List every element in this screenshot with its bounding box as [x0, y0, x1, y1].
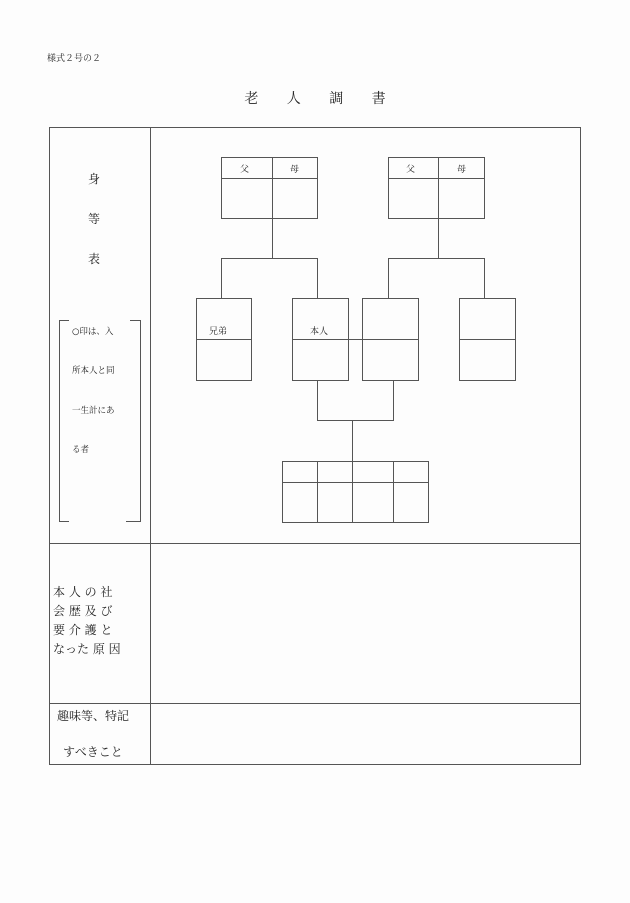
left-sibling-connector [221, 258, 318, 259]
left-father-label: 父 [240, 165, 250, 175]
family-label-char-2: 等 [88, 212, 101, 226]
table-border-right [580, 127, 581, 765]
bracket-left-top [59, 320, 69, 321]
right-connector-down-1 [388, 258, 389, 299]
children-down-connector [352, 420, 353, 462]
hobbies-label-1: 趣味等、特記 [57, 709, 130, 723]
left-connector-down-1 [221, 258, 222, 299]
children-connector [317, 420, 394, 421]
children-divider-3 [393, 461, 394, 523]
row-divider-1 [49, 543, 581, 544]
family-label-char-3: 表 [88, 252, 101, 266]
children-divider-2 [352, 461, 353, 523]
hobbies-label-2: すべきこと [63, 745, 123, 759]
family-label-char-1: 身 [88, 172, 101, 186]
history-label-3: 要 介 護 と [53, 623, 113, 637]
right-parents-box[interactable] [388, 157, 485, 219]
bracket-left-bottom [59, 521, 69, 522]
right-sibling-connector [388, 258, 485, 259]
left-parents-header-line [221, 178, 318, 179]
note-line-1: ○印は、入 [72, 327, 114, 337]
table-border-top [49, 127, 581, 128]
right-parents-header-line [388, 178, 485, 179]
history-label-1: 本 人 の 社 [53, 585, 113, 599]
table-border-left [49, 127, 50, 765]
spouse-sibling-divider [459, 339, 516, 340]
children-header-line [282, 482, 429, 483]
history-field[interactable] [152, 545, 579, 702]
left-mother-label: 母 [290, 165, 300, 175]
bracket-right-top [130, 320, 140, 321]
note-line-2: 所本人と同 [72, 366, 115, 376]
bracket-right-bottom [126, 521, 140, 522]
siblings-box-divider [196, 339, 252, 340]
left-connector-down-2 [317, 258, 318, 299]
children-divider-1 [317, 461, 318, 523]
spouse-box[interactable] [362, 298, 419, 381]
self-down-connector [317, 380, 318, 421]
history-label-4: なった 原 因 [53, 642, 121, 656]
form-number: 様式２号の２ [47, 54, 102, 64]
right-father-label: 父 [406, 165, 416, 175]
right-connector-down-2 [484, 258, 485, 299]
column-divider [150, 127, 151, 765]
note-line-4: る者 [72, 445, 90, 455]
bracket-right [140, 320, 141, 522]
history-label-2: 会 歴 及 び [53, 604, 113, 618]
row-divider-2 [49, 703, 581, 704]
right-mother-label: 母 [457, 165, 467, 175]
bracket-left [59, 320, 60, 522]
siblings-label: 兄弟 [209, 327, 228, 337]
spouse-down-connector [393, 380, 394, 421]
page-title: 老 人 調 書 [244, 91, 398, 107]
table-border-bottom [49, 764, 581, 765]
note-line-3: 一生計にあ [72, 406, 115, 416]
right-parents-divider [438, 157, 439, 259]
hobbies-field[interactable] [152, 705, 579, 763]
left-parents-divider [272, 157, 273, 259]
self-label: 本人 [310, 327, 329, 337]
children-box[interactable] [282, 461, 429, 523]
left-parents-box[interactable] [221, 157, 318, 219]
